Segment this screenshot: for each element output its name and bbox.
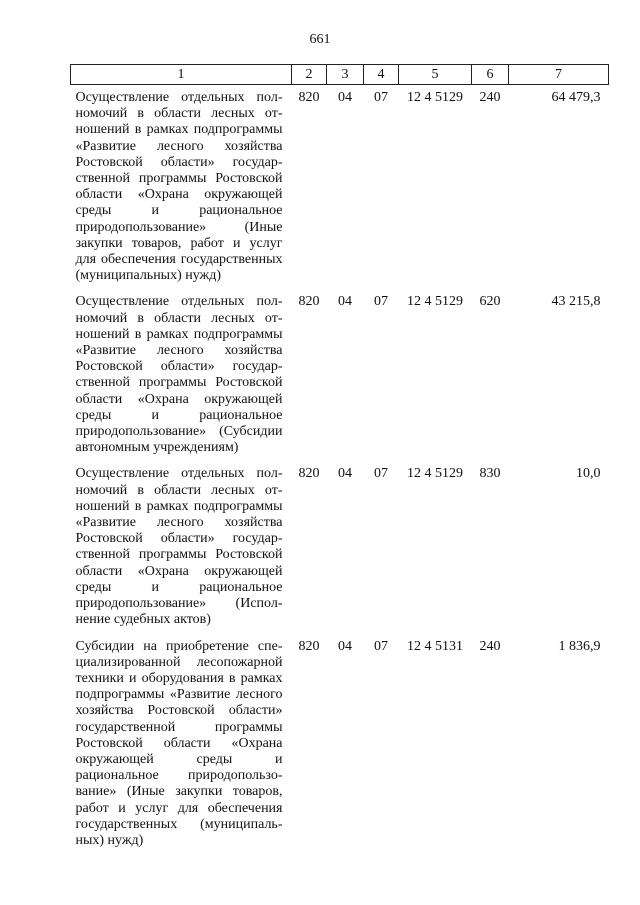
row-col-4: 07 — [374, 466, 388, 482]
header-col-1: 1 — [71, 65, 292, 85]
row-col-6: 240 — [479, 90, 501, 105]
row-col-2: 820 — [298, 466, 320, 482]
row-amount: 10,0 — [576, 466, 601, 482]
row-col-3: 04 — [338, 466, 352, 482]
table-row — [71, 85, 609, 290]
row-col-2: 820 — [298, 638, 320, 654]
header-col-2: 2 — [292, 65, 327, 85]
table-row — [71, 634, 609, 855]
row-col-3: 04 — [338, 294, 352, 310]
budget-table — [70, 64, 601, 854]
table-row — [71, 461, 609, 633]
table-body — [71, 85, 609, 855]
row-description: Осуществление отдельных полномочий в области лесных отношений в рамках подпрограммы «Развитие лесного хозяйства Ростовской области» государственной программы Ростовской области «Охрана окружающей среды и рациональное природопользование» (Исполнение судебных актов) — [75, 466, 283, 628]
budget-table-grid — [70, 64, 609, 854]
row-col-5: 12 4 5131 — [407, 638, 463, 654]
page-number: 661 — [309, 32, 331, 47]
row-col-6: 620 — [479, 294, 501, 310]
header-col-7: 7 — [509, 65, 609, 85]
header-col-3: 3 — [327, 65, 364, 85]
row-col-5: 12 4 5129 — [407, 466, 463, 482]
row-amount: 64 479,3 — [551, 90, 601, 105]
header-col-4: 4 — [364, 65, 399, 85]
row-col-4: 07 — [374, 294, 388, 310]
row-col-6: 240 — [479, 638, 501, 654]
row-col-4: 07 — [374, 90, 388, 105]
table-row — [71, 289, 609, 461]
table-header — [71, 65, 609, 85]
header-col-5: 5 — [399, 65, 472, 85]
row-amount: 43 215,8 — [551, 294, 601, 310]
header-col-6: 6 — [472, 65, 509, 85]
row-description: Осуществление отдельных полномочий в области лесных отношений в рамках подпрограммы «Развитие лесного хозяйства Ростовской области» государственной программы Ростовской области «Охрана окружающей среды и рациональное природопользование» (Субсидии автономным учреждениям) — [75, 294, 283, 456]
row-description: Осуществление отдельных полномочий в области лесных отношений в рамках подпрограммы «Развитие лесного хозяйства Ростовской области» государственной программы Ростовской области «Охрана окружающей среды и рациональное природопользование» (Иные закупки товаров, работ и услуг для обеспечения государственных (муниципальных) нужд) — [75, 90, 283, 284]
row-amount: 1 836,9 — [558, 638, 601, 654]
row-col-2: 820 — [298, 90, 320, 105]
row-col-2: 820 — [298, 294, 320, 310]
row-col-6: 830 — [479, 466, 501, 482]
row-col-4: 07 — [374, 638, 388, 654]
row-col-5: 12 4 5129 — [407, 90, 463, 105]
row-col-3: 04 — [338, 90, 352, 105]
header-row — [71, 65, 609, 85]
row-col-5: 12 4 5129 — [407, 294, 463, 310]
row-description: Субсидии на приобретение специализированной лесопожарной техники и оборудования в рамках подпрограммы «Развитие лесного хозяйства Ростовской области» государственной программы Ростовской области «Охрана окружающей среды и рациональное природопользование» (Иные закупки товаров, работ и услуг для обеспечения государственных (муниципальных) нужд) — [75, 638, 283, 848]
row-col-3: 04 — [338, 638, 352, 654]
